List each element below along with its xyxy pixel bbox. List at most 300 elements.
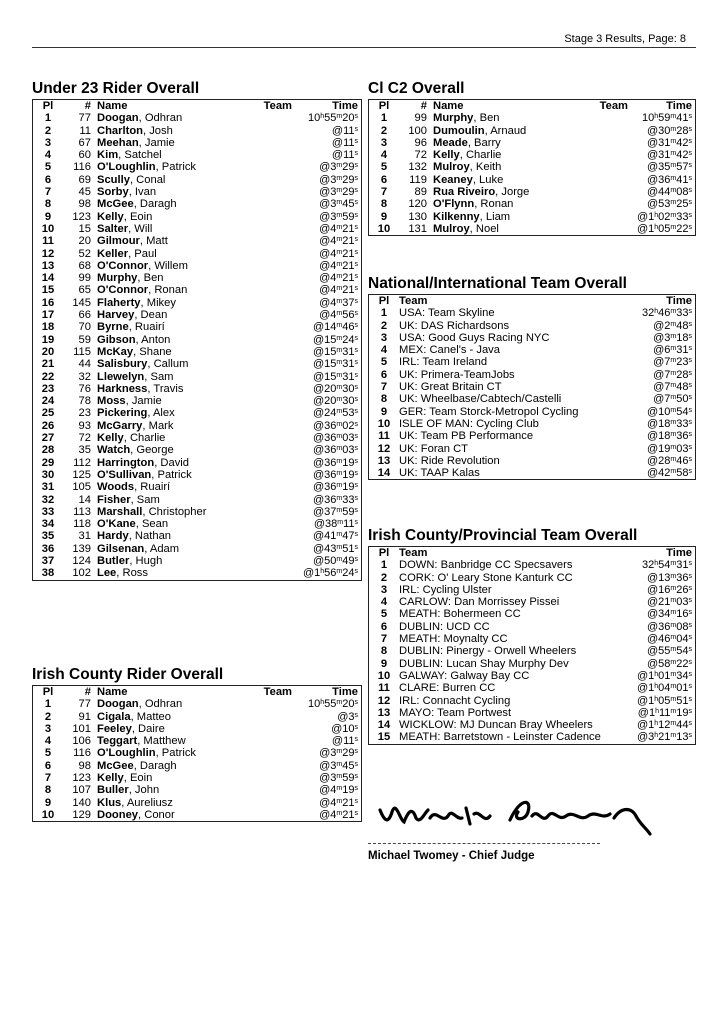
- rider-name-cell: [97, 698, 237, 710]
- bib-number-cell: 93: [78, 419, 91, 432]
- rider-last-name: Meade: [433, 136, 468, 149]
- time-cell: @4$^m$56$^s$: [319, 309, 358, 322]
- rider-first-name: , Ronan: [474, 198, 514, 211]
- rider-name-cell: [97, 420, 237, 432]
- time-cell: @36$^m$19$^s$: [313, 468, 358, 481]
- rider-name-cell: [97, 198, 237, 210]
- rider-last-name: Mulroy: [433, 222, 470, 235]
- rider-first-name: , Ronan: [148, 284, 188, 297]
- bib-number-cell: 68: [78, 259, 91, 272]
- place-cell: 9: [380, 405, 388, 418]
- time-cell: @53$^m$25$^s$: [647, 198, 692, 211]
- rider-first-name: , Paul: [128, 247, 157, 260]
- rider-last-name: Harkness: [97, 382, 148, 395]
- bib-number-cell: 23: [78, 407, 91, 420]
- place-cell: 10: [41, 808, 55, 821]
- bib-number-cell: 20: [78, 235, 91, 248]
- rider-first-name: , Patrick: [155, 747, 197, 760]
- place-cell: 7: [380, 381, 388, 394]
- time-cell: @7$^m$28$^s$: [653, 368, 692, 381]
- table-row: [369, 356, 695, 368]
- team-cell: [237, 444, 295, 456]
- rider-name-cell: [97, 457, 237, 469]
- rider-first-name: , Odhran: [138, 698, 183, 711]
- rider-first-name: , Jorge: [495, 186, 530, 199]
- rider-last-name: O'Loughlin: [97, 161, 156, 174]
- rider-last-name: Byrne: [97, 321, 129, 334]
- place-cell: 2: [380, 124, 388, 137]
- table-row: [369, 430, 695, 442]
- time-cell: @3$^m$18$^s$: [653, 331, 692, 344]
- signature-line: [368, 843, 600, 844]
- rider-last-name: Gibson: [97, 333, 136, 346]
- rider-last-name: Kelly: [433, 149, 460, 162]
- team-cell: [573, 174, 631, 186]
- time-cell: @11$^s$: [331, 124, 358, 137]
- team-cell: [237, 760, 295, 772]
- place-cell: 9: [380, 657, 388, 670]
- rider-last-name: McKay: [97, 345, 134, 358]
- rider-name-cell: [433, 174, 573, 186]
- rider-name-cell: [97, 797, 237, 809]
- rider-last-name: Buller: [97, 784, 129, 797]
- team-cell: [573, 161, 631, 173]
- rider-name-cell: [433, 186, 573, 198]
- col-pl: Pl: [378, 295, 390, 307]
- table-row: [369, 137, 695, 149]
- col-pl: Pl: [378, 100, 390, 112]
- time-cell: @15$^m$31$^s$: [313, 370, 358, 383]
- time-cell: @13$^m$36$^s$: [647, 571, 692, 584]
- col-team: Team: [263, 100, 292, 112]
- table-row: [33, 284, 361, 296]
- u23-table: [33, 100, 361, 580]
- rider-first-name: , Arnaud: [484, 124, 527, 137]
- bib-number-cell: 32: [78, 370, 91, 383]
- table-row: [33, 457, 361, 469]
- time-cell: @21$^m$03$^s$: [647, 596, 692, 609]
- rider-first-name: , John: [128, 784, 160, 797]
- rider-last-name: Kelly: [97, 432, 124, 445]
- table-row: [33, 543, 361, 555]
- time-cell: @4$^m$21$^s$: [319, 259, 358, 272]
- rider-last-name: Doogan: [97, 112, 139, 125]
- c2-table-box: [368, 99, 696, 236]
- place-cell: 5: [44, 161, 52, 174]
- rider-first-name: , Patrick: [155, 161, 197, 174]
- rider-last-name: Lee: [97, 567, 117, 580]
- bib-number-cell: 106: [72, 735, 91, 748]
- place-cell: 11: [378, 430, 390, 443]
- time-cell: 10$^h$59$^m$41$^s$: [642, 112, 692, 125]
- rider-last-name: Flaherty: [97, 296, 141, 309]
- table-row: [369, 731, 695, 743]
- provincial-section: [368, 527, 696, 745]
- rider-last-name: McGee: [97, 198, 134, 211]
- rider-last-name: Rua Riveiro: [433, 186, 496, 199]
- table-row: [33, 772, 361, 784]
- table-row: [369, 633, 695, 645]
- table-row: [369, 149, 695, 161]
- rider-name-cell: [97, 248, 237, 260]
- table-row: [33, 481, 361, 493]
- team-cell: [237, 457, 295, 469]
- bib-number-cell: 76: [78, 382, 91, 395]
- time-cell: 10$^h$55$^m$20$^s$: [308, 698, 358, 711]
- table-row: [33, 555, 361, 567]
- time-cell: @20$^m$30$^s$: [313, 382, 358, 395]
- table-row: [33, 797, 361, 809]
- place-cell: 3: [44, 136, 52, 149]
- rider-first-name: , David: [154, 456, 190, 469]
- place-cell: 14: [377, 467, 391, 480]
- table-row: [369, 369, 695, 381]
- county-table: [33, 686, 361, 821]
- place-cell: 30: [41, 468, 55, 481]
- team-cell: [237, 137, 295, 149]
- place-cell: 11: [378, 682, 390, 695]
- time-cell: @18$^m$36$^s$: [647, 430, 692, 443]
- team-cell: [237, 543, 295, 555]
- place-cell: 13: [41, 259, 55, 272]
- place-cell: 6: [380, 173, 388, 186]
- team-cell: [237, 223, 295, 235]
- place-cell: 17: [41, 309, 55, 322]
- place-cell: 32: [41, 493, 55, 506]
- bib-number-cell: 98: [78, 759, 91, 772]
- table-row: [369, 584, 695, 596]
- rider-first-name: , Travis: [147, 382, 184, 395]
- team-cell: [573, 211, 631, 223]
- rider-name-cell: [97, 518, 237, 530]
- rider-name-cell: [433, 198, 573, 210]
- rider-first-name: , Conal: [129, 173, 166, 186]
- table-row: [369, 596, 695, 608]
- team-name-cell: DUBLIN: Pinergy - Orwell Wheelers: [399, 645, 577, 658]
- time-cell: @55$^m$54$^s$: [647, 645, 692, 658]
- rider-name-cell: [97, 809, 237, 821]
- table-row: [369, 559, 695, 571]
- time-cell: @37$^m$59$^s$: [313, 505, 358, 518]
- time-cell: @58$^m$22$^s$: [647, 657, 692, 670]
- place-cell: 33: [41, 505, 55, 518]
- time-cell: @4$^m$19$^s$: [319, 784, 358, 797]
- table-row: [33, 760, 361, 772]
- rider-last-name: Mulroy: [433, 161, 470, 174]
- bib-number-cell: 44: [78, 358, 91, 371]
- time-cell: @11$^s$: [331, 735, 358, 748]
- bib-number-cell: 131: [408, 222, 427, 235]
- table-row: [369, 467, 695, 479]
- time-cell: @3$^m$45$^s$: [319, 198, 358, 211]
- place-cell: 9: [44, 210, 52, 223]
- table-row: [369, 307, 695, 319]
- table-row: [369, 670, 695, 682]
- team-cell: [237, 112, 295, 124]
- place-cell: 13: [377, 706, 391, 719]
- rider-last-name: Llewelyn: [97, 370, 145, 383]
- bib-number-cell: 96: [414, 136, 427, 149]
- time-cell: @36$^m$02$^s$: [313, 419, 358, 432]
- time-cell: @30$^m$28$^s$: [647, 124, 692, 137]
- place-cell: 4: [380, 149, 388, 162]
- table-row: [33, 321, 361, 333]
- time-cell: @34$^m$16$^s$: [647, 608, 692, 621]
- county-table-box: [32, 685, 362, 822]
- col-pl: Pl: [42, 686, 54, 698]
- rider-name-cell: [97, 334, 237, 346]
- rider-first-name: , Ross: [116, 567, 148, 580]
- team-name-cell: UK: Great Britain CT: [399, 381, 502, 394]
- team-name-cell: DUBLIN: UCD CC: [399, 620, 490, 633]
- rider-last-name: Keaney: [433, 173, 473, 186]
- bib-number-cell: 130: [408, 210, 427, 223]
- col-num: #: [84, 686, 91, 698]
- time-cell: @31$^m$42$^s$: [647, 149, 692, 162]
- col-name: Name: [97, 686, 128, 698]
- place-cell: 16: [41, 296, 55, 309]
- rider-name-cell: [97, 383, 237, 395]
- table-row: [33, 420, 361, 432]
- rider-first-name: , Eoin: [123, 210, 153, 223]
- bib-number-cell: 115: [73, 345, 91, 358]
- rider-last-name: Dumoulin: [433, 124, 485, 137]
- rider-name-cell: [97, 395, 237, 407]
- section-title: Cl C2 Overall: [368, 80, 465, 97]
- rider-name-cell: [433, 125, 573, 137]
- table-row: [369, 161, 695, 173]
- time-cell: @7$^m$50$^s$: [653, 393, 692, 406]
- team-cell: [237, 407, 295, 419]
- time-cell: @4$^m$21$^s$: [319, 796, 358, 809]
- place-cell: 3: [380, 583, 388, 596]
- rider-first-name: , Alex: [147, 407, 175, 420]
- time-cell: @50$^m$49$^s$: [313, 554, 358, 567]
- place-cell: 36: [41, 542, 55, 555]
- team-cell: [573, 223, 631, 235]
- team-cell: [237, 555, 295, 567]
- rider-first-name: , Ruairí: [128, 321, 165, 334]
- place-cell: 1: [44, 698, 52, 711]
- table-row: [369, 608, 695, 620]
- place-cell: 27: [41, 432, 55, 445]
- place-cell: 7: [44, 186, 52, 199]
- place-cell: 14: [41, 272, 55, 285]
- time-cell: @1$^h$05$^m$22$^s$: [636, 222, 692, 235]
- time-cell: @38$^m$11$^s$: [313, 518, 358, 531]
- table-row: [33, 383, 361, 395]
- team-name-cell: DOWN: Banbridge CC Specsavers: [399, 559, 573, 572]
- team-cell: [237, 260, 295, 272]
- time-cell: 32$^h$46$^m$33$^s$: [642, 307, 692, 320]
- team-name-cell: GALWAY: Galway Bay CC: [399, 669, 530, 682]
- col-time: Time: [666, 295, 692, 307]
- rider-name-cell: [433, 211, 573, 223]
- rider-last-name: Murphy: [433, 112, 474, 125]
- rider-name-cell: [97, 469, 237, 481]
- table-row: [33, 174, 361, 186]
- rider-first-name: , Shane: [133, 345, 172, 358]
- team-cell: [237, 735, 295, 747]
- team-cell: [237, 211, 295, 223]
- rider-last-name: Fisher: [97, 493, 131, 506]
- page-header: Stage 3 Results, Page: 8: [564, 33, 686, 45]
- rider-name-cell: [97, 711, 237, 723]
- time-cell: @3$^m$59$^s$: [319, 772, 358, 785]
- bib-number-cell: 124: [72, 554, 91, 567]
- team-name-cell: MEATH: Moynalty CC: [399, 633, 508, 646]
- rider-last-name: O'Loughlin: [97, 747, 156, 760]
- section-title: Under 23 Rider Overall: [32, 80, 200, 97]
- bib-number-cell: 11: [79, 124, 91, 137]
- table-row: [33, 223, 361, 235]
- bib-number-cell: 98: [78, 198, 91, 211]
- place-cell: 19: [41, 333, 55, 346]
- place-cell: 4: [44, 149, 52, 162]
- table-row: [33, 260, 361, 272]
- place-cell: 2: [44, 124, 52, 137]
- place-cell: 9: [380, 210, 388, 223]
- bib-number-cell: 140: [72, 796, 91, 809]
- table-row: [33, 358, 361, 370]
- team-cell: [237, 432, 295, 444]
- col-time: Time: [332, 686, 358, 698]
- bib-number-cell: 72: [414, 149, 427, 162]
- section-title: Irish County Rider Overall: [32, 666, 224, 683]
- team-name-cell: WICKLOW: MJ Duncan Bray Wheelers: [399, 719, 593, 732]
- table-header-row: [369, 547, 695, 559]
- rider-last-name: Hardy: [97, 530, 129, 543]
- rider-first-name: , George: [130, 444, 174, 457]
- bib-number-cell: 89: [414, 186, 427, 199]
- table-header-row: [33, 686, 361, 698]
- time-cell: @43$^m$51$^s$: [313, 542, 358, 555]
- rider-first-name: , Josh: [143, 124, 173, 137]
- time-cell: @15$^m$31$^s$: [313, 358, 358, 371]
- place-cell: 4: [380, 344, 388, 357]
- bib-number-cell: 69: [78, 173, 91, 186]
- rider-first-name: , Anton: [135, 333, 171, 346]
- team-cell: [573, 125, 631, 137]
- team-cell: [237, 567, 295, 579]
- rider-first-name: , Callum: [147, 358, 189, 371]
- bib-number-cell: 107: [72, 784, 91, 797]
- rider-name-cell: [97, 371, 237, 383]
- col-pl: Pl: [378, 547, 390, 559]
- rider-last-name: Watch: [97, 444, 131, 457]
- place-cell: 31: [41, 481, 55, 494]
- rider-name-cell: [97, 784, 237, 796]
- place-cell: 3: [380, 331, 388, 344]
- place-cell: 15: [377, 731, 391, 744]
- place-cell: 34: [41, 518, 55, 531]
- table-row: [33, 235, 361, 247]
- time-cell: @36$^m$03$^s$: [313, 432, 358, 445]
- team-cell: [237, 309, 295, 321]
- place-cell: 35: [41, 530, 55, 543]
- rider-name-cell: [97, 125, 237, 137]
- time-cell: @16$^m$26$^s$: [647, 583, 692, 596]
- place-cell: 6: [380, 620, 388, 633]
- team-cell: [237, 198, 295, 210]
- time-cell: @4$^m$21$^s$: [319, 272, 358, 285]
- table-row: [33, 371, 361, 383]
- time-cell: @14$^m$46$^s$: [313, 321, 358, 334]
- rider-name-cell: [97, 149, 237, 161]
- time-cell: @36$^m$33$^s$: [313, 493, 358, 506]
- rider-last-name: O'Flynn: [433, 198, 475, 211]
- rider-last-name: Kelly: [97, 210, 124, 223]
- col-name: Name: [97, 100, 128, 112]
- place-cell: 37: [41, 554, 55, 567]
- rider-first-name: , Barry: [467, 136, 501, 149]
- time-cell: @35$^m$57$^s$: [647, 161, 692, 174]
- table-row: [369, 211, 695, 223]
- rider-first-name: , Daragh: [133, 198, 177, 211]
- c2-table: [369, 100, 695, 235]
- time-cell: @1$^h$05$^m$51$^s$: [636, 694, 692, 707]
- rider-name-cell: [97, 223, 237, 235]
- rider-last-name: Teggart: [97, 735, 138, 748]
- team-cell: [573, 112, 631, 124]
- place-cell: 29: [41, 456, 55, 469]
- rider-name-cell: [97, 494, 237, 506]
- rider-name-cell: [97, 735, 237, 747]
- table-row: [33, 334, 361, 346]
- rider-last-name: Gilmour: [97, 235, 140, 248]
- table-row: [33, 494, 361, 506]
- time-cell: @1$^h$04$^m$01$^s$: [636, 682, 692, 695]
- rider-last-name: Salisbury: [97, 358, 148, 371]
- rider-name-cell: [433, 223, 573, 235]
- table-row: [33, 248, 361, 260]
- rider-last-name: Kim: [97, 149, 119, 162]
- time-cell: @3$^m$29$^s$: [319, 173, 358, 186]
- table-row: [369, 332, 695, 344]
- rider-last-name: Marshall: [97, 505, 143, 518]
- bib-number-cell: 125: [72, 468, 91, 481]
- bib-number-cell: 99: [78, 272, 91, 285]
- place-cell: 5: [44, 747, 52, 760]
- rider-name-cell: [97, 297, 237, 309]
- rider-first-name: , Daire: [131, 722, 165, 735]
- time-cell: @46$^m$04$^s$: [647, 633, 692, 646]
- team-name-cell: USA: Team Skyline: [399, 307, 495, 320]
- rider-first-name: , Ruairí: [134, 481, 171, 494]
- bib-number-cell: 77: [78, 698, 91, 711]
- bib-number-cell: 119: [409, 173, 427, 186]
- team-cell: [237, 481, 295, 493]
- table-row: [33, 432, 361, 444]
- place-cell: 18: [41, 321, 55, 334]
- team-name-cell: UK: Wheelbase/Cabtech/Castelli: [399, 393, 562, 406]
- rider-last-name: Moss: [97, 395, 126, 408]
- place-cell: 1: [380, 559, 388, 572]
- table-row: [33, 407, 361, 419]
- bib-number-cell: 129: [72, 808, 91, 821]
- bib-number-cell: 113: [73, 505, 91, 518]
- rider-last-name: Pickering: [97, 407, 148, 420]
- rider-last-name: Gilsenan: [97, 542, 145, 555]
- place-cell: 10: [377, 669, 391, 682]
- place-cell: 23: [41, 382, 55, 395]
- table-row: [369, 223, 695, 235]
- rider-name-cell: [97, 530, 237, 542]
- place-cell: 6: [44, 759, 52, 772]
- team-cell: [573, 149, 631, 161]
- table-row: [33, 506, 361, 518]
- bib-number-cell: 59: [78, 333, 91, 346]
